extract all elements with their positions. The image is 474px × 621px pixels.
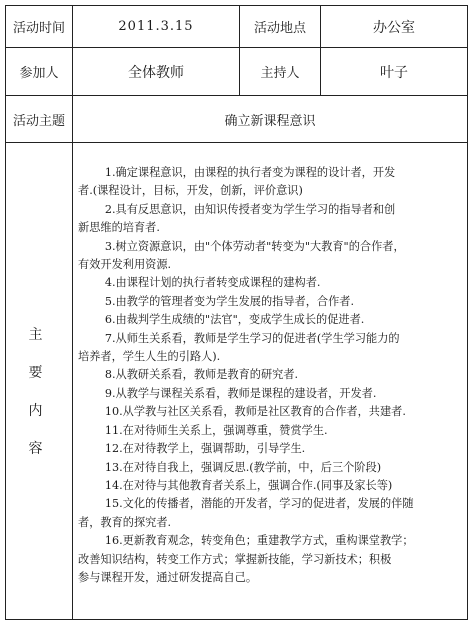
- content-line: 7.从师生关系看，教师是学生学习的促进者(学生学习能力的: [104, 331, 400, 345]
- participants-value: 全体教师: [128, 64, 184, 81]
- row-divider: [5, 142, 468, 143]
- theme-label: 活动主题: [12, 113, 65, 129]
- content-line: 12.在对待教学上，强调帮助，引导学生.: [104, 442, 306, 456]
- activity-time-value: 2011.3.15: [118, 19, 194, 34]
- content-line: 9.从教学与课程关系看，教师是课程的建设者，开发者.: [104, 386, 377, 400]
- content-body: [78, 164, 468, 587]
- content-line: 参与课程开发，通过研发提高自己。: [78, 570, 258, 584]
- location-label: 活动地点: [253, 21, 306, 36]
- activity-time-label: 活动时间: [12, 21, 65, 36]
- content-line: 改善知识结构，转变工作方式；掌握新技能，学习新技术；积极: [78, 552, 392, 566]
- content-line: 2.具有反思意识，由知识传授者变为学生学习的指导者和创: [104, 202, 396, 216]
- content-line: 11.在对待师生关系上，强调尊重，赞赏学生.: [104, 423, 328, 437]
- content-label-char: 内: [28, 403, 43, 419]
- content-line: 15.文化的传播者，潜能的开发者，学习的促进者，发展的伴随: [104, 497, 414, 511]
- content-line: 14.在对待与其他教育者关系上，强调合作.(同事及家长等): [104, 478, 393, 492]
- content-line: 有效开发利用资源.: [78, 258, 172, 272]
- content-label: [8, 316, 63, 468]
- content-line: 4.由课程计划的执行者转变成课程的建构者.: [104, 276, 321, 290]
- host-value: 叶子: [380, 64, 408, 81]
- content-line: 新思维的培育者.: [78, 221, 160, 235]
- content-line: 培养者，学生人生的引路人).: [78, 350, 221, 364]
- theme-value: 确立新课程意识: [224, 113, 316, 129]
- content-label-char: 主: [28, 327, 43, 343]
- host-label: 主持人: [260, 66, 300, 81]
- content-line: 5.由教学的管理者变为学生发展的指导者，合作者.: [104, 294, 355, 308]
- content-line: 8.从教研关系看，教师是教育的研究者.: [104, 368, 299, 382]
- content-label-char: 要: [28, 365, 43, 381]
- content-line: 者.(课程设计，目标，开发，创新，评价意识): [78, 184, 303, 198]
- participants-label: 参加人: [19, 66, 59, 81]
- content-line: 3.树立资源意识，由"个体劳动者"转变为"大教育"的合作者，: [104, 239, 405, 253]
- location-value: 办公室: [373, 19, 415, 36]
- content-label-char: 容: [28, 441, 43, 457]
- content-line: 1.确定课程意识，由课程的执行者变为课程的设计者，开发: [104, 166, 396, 179]
- content-line: 6.由裁判学生成绩的"法官"，变成学生成长的促进者.: [104, 313, 365, 327]
- content-line: 10.从学教与社区关系看，教师是社区教育的合作者，共建者.: [104, 405, 406, 419]
- content-line: 者，教育的探究者.: [78, 515, 172, 529]
- content-line: 13.在对待自我上，强调反思.(教学前，中，后三个阶段): [104, 460, 382, 474]
- table-border-bottom: [5, 619, 468, 620]
- content-line: 16.更新教育观念，转变角色；重建教学方式，重构课堂教学；: [104, 534, 414, 548]
